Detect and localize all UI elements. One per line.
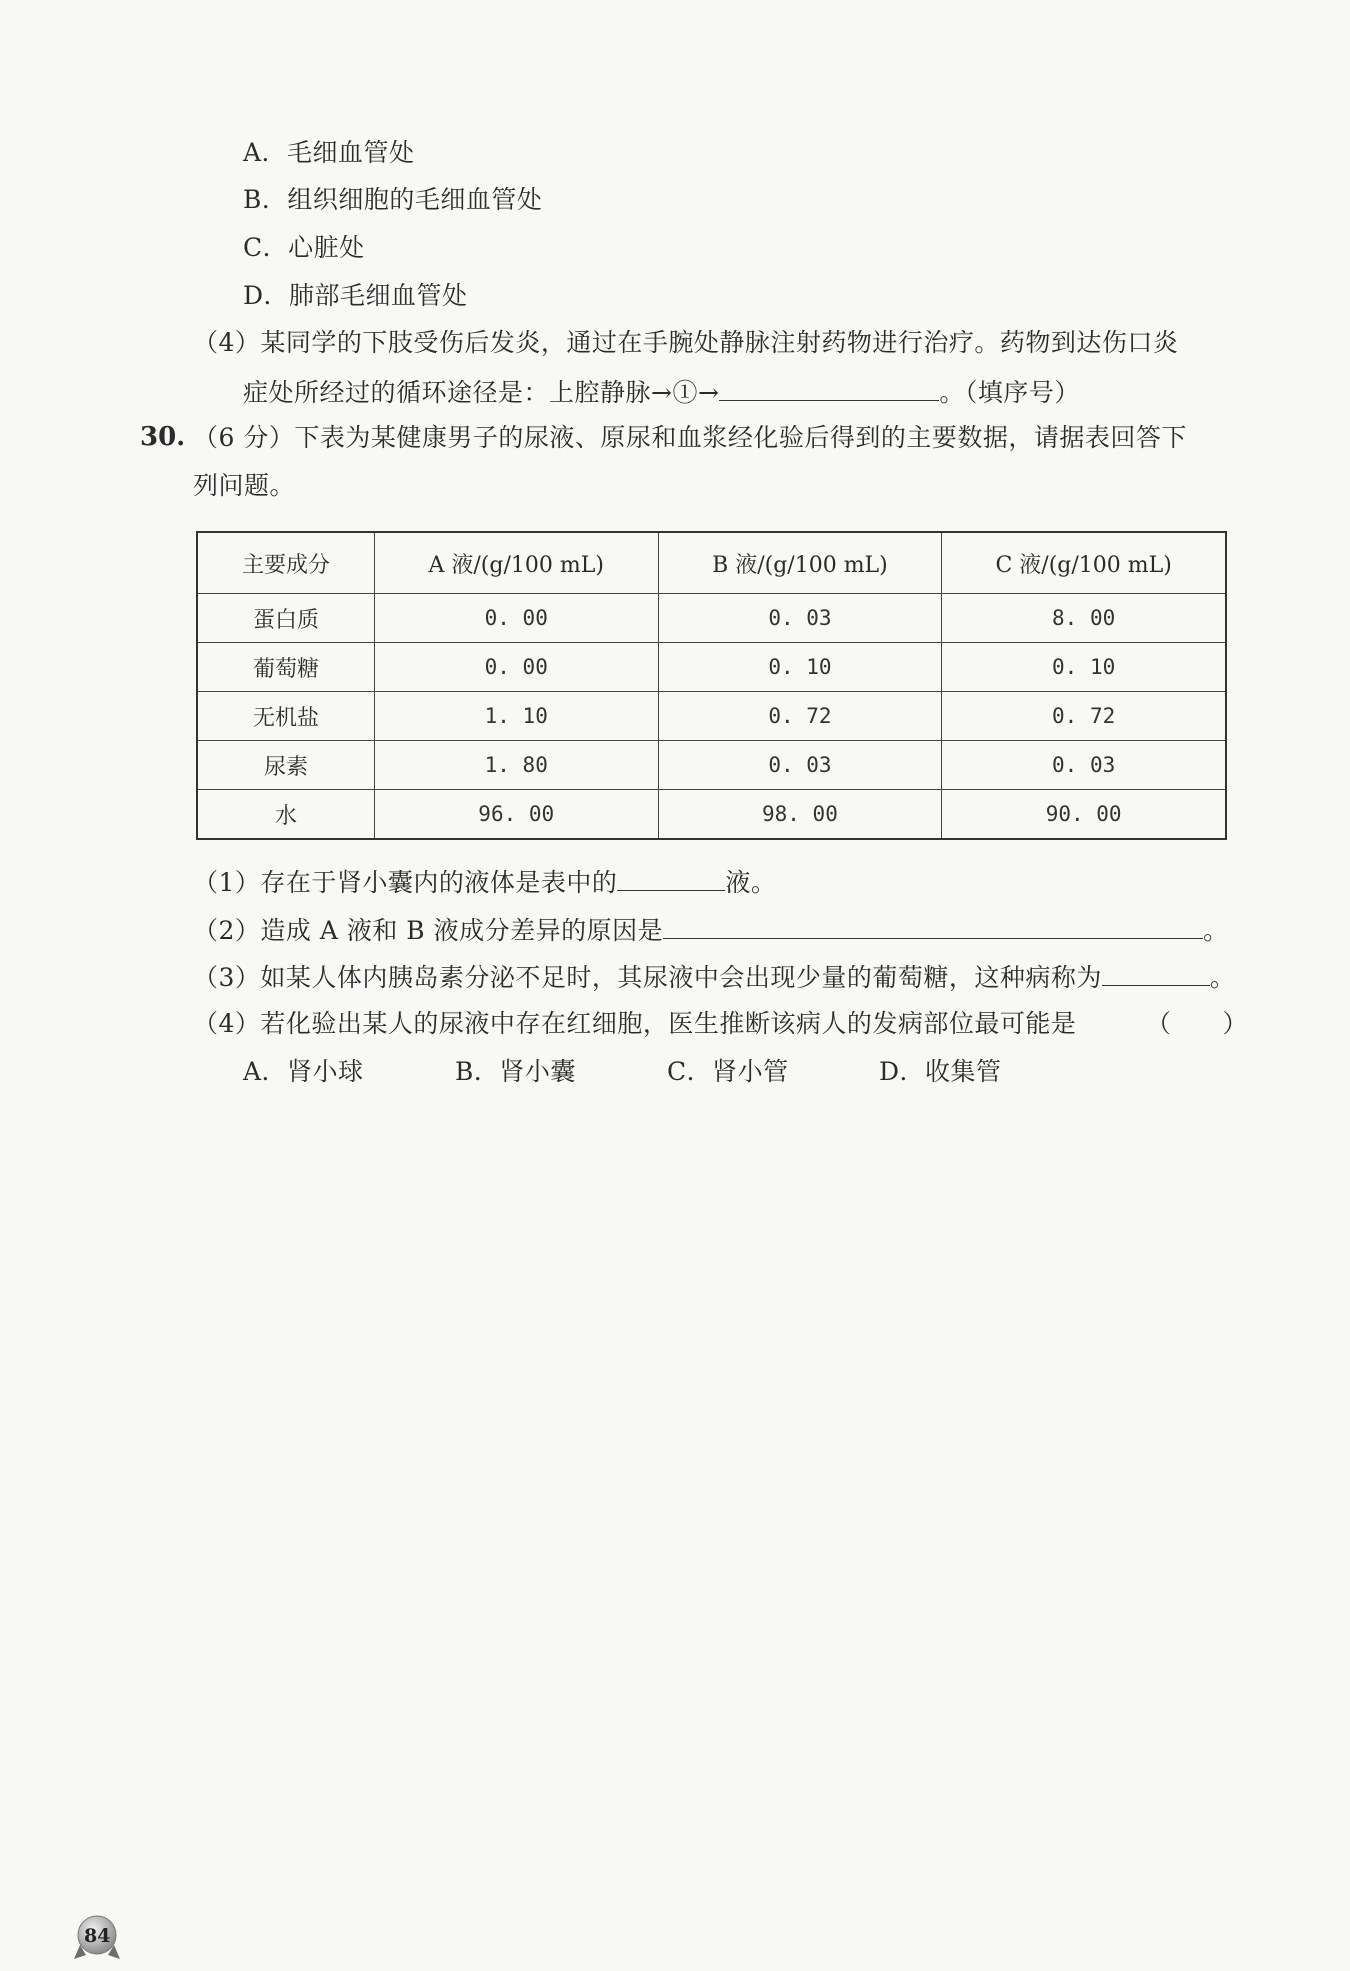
q30-sub3 — [193, 959, 1235, 995]
table-cell: 0. 03 — [942, 741, 1226, 790]
table-cell: 0. 72 — [942, 692, 1226, 741]
q30-sub2-post: 。 — [1203, 916, 1229, 945]
table-cell-label: 蛋白质 — [197, 594, 374, 643]
q29-sub4-line2 — [243, 374, 1080, 410]
q30-choice-c: C．肾小管 — [667, 1057, 789, 1086]
q30-sub2-pre: （2）造成 A 液和 B 液成分差异的原因是 — [193, 916, 664, 945]
table-cell: 1. 80 — [374, 741, 658, 790]
table-cell-label: 尿素 — [197, 741, 374, 790]
table-row — [197, 643, 1226, 692]
q30-intro-line1: （6 分）下表为某健康男子的尿液、原尿和血浆经化验后得到的主要数据，请据表回答下 — [193, 423, 1187, 452]
q30-sub4-answer-paren[interactable]: （ ） — [1146, 1009, 1249, 1038]
q30-sub2-answer-blank[interactable] — [663, 912, 1203, 939]
q30-sub1-answer-blank[interactable] — [617, 864, 725, 891]
table-row — [197, 741, 1226, 790]
q30-sub4: （4）若化验出某人的尿液中存在红细胞，医生推断该病人的发病部位最可能是 — [193, 1009, 1077, 1038]
q30-choice-a: A．肾小球 — [243, 1057, 364, 1086]
table-cell: 0. 10 — [658, 643, 942, 692]
q30-choice-b: B．肾小囊 — [455, 1057, 576, 1086]
q30-sub3-pre: （3）如某人体内胰岛素分泌不足时，其尿液中会出现少量的葡萄糖，这种病称为 — [193, 963, 1102, 992]
table-row — [197, 790, 1226, 840]
q30-sub2 — [193, 912, 1229, 948]
table-header-cell: 主要成分 — [197, 532, 374, 594]
table-cell: 8. 00 — [942, 594, 1226, 643]
q30-intro-line2: 列问题。 — [193, 471, 296, 500]
q29-option-b: B．组织细胞的毛细血管处 — [243, 185, 543, 214]
q30-number: 30. — [140, 422, 186, 452]
q30-sub3-answer-blank[interactable] — [1102, 959, 1210, 986]
table-cell: 0. 03 — [658, 594, 942, 643]
q29-sub4-line2-post: 。（填序号） — [939, 378, 1080, 407]
table-header-cell: B 液/(g/100 mL) — [658, 532, 942, 594]
table-header-row — [197, 532, 1226, 594]
q30-data-table — [196, 531, 1227, 840]
q29-option-d: D．肺部毛细血管处 — [243, 281, 468, 310]
q30-choice-d: D．收集管 — [879, 1057, 1002, 1086]
q30-sub1 — [193, 864, 776, 900]
table-cell: 96. 00 — [374, 790, 658, 840]
q29-sub4-line1: （4）某同学的下肢受伤后发炎，通过在手腕处静脉注射药物进行治疗。药物到达伤口炎 — [193, 328, 1179, 357]
q29-sub4-answer-blank[interactable] — [719, 374, 939, 401]
q29-option-c: C．心脏处 — [243, 233, 365, 262]
table-row — [197, 692, 1226, 741]
q29-sub4-line2-pre: 症处所经过的循环途径是：上腔静脉→①→ — [243, 378, 720, 407]
q29-option-a: A．毛细血管处 — [243, 138, 415, 167]
table-header-cell: C 液/(g/100 mL) — [942, 532, 1226, 594]
q30-sub3-post: 。 — [1209, 963, 1236, 992]
table-cell: 0. 10 — [942, 643, 1226, 692]
table-cell: 90. 00 — [942, 790, 1226, 840]
table-cell: 0. 03 — [658, 741, 942, 790]
table-cell-label: 葡萄糖 — [197, 643, 374, 692]
table-cell: 1. 10 — [374, 692, 658, 741]
table-cell: 0. 00 — [374, 643, 658, 692]
q30-sub1-post: 液。 — [725, 868, 777, 897]
table-cell-label: 水 — [197, 790, 374, 840]
table-cell: 98. 00 — [658, 790, 942, 840]
page-number: 84 — [84, 1925, 111, 1947]
table-cell: 0. 00 — [374, 594, 658, 643]
table-cell-label: 无机盐 — [197, 692, 374, 741]
table-row — [197, 594, 1226, 643]
table-cell: 0. 72 — [658, 692, 942, 741]
q30-sub1-pre: （1）存在于肾小囊内的液体是表中的 — [193, 868, 618, 897]
table-header-cell: A 液/(g/100 mL) — [374, 532, 658, 594]
